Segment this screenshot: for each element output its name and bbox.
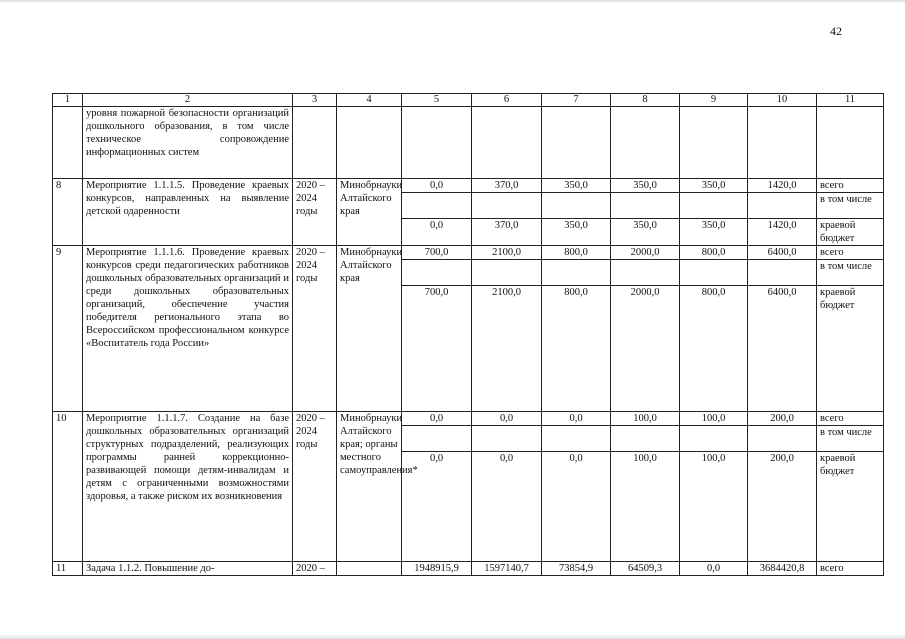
value-cell — [748, 426, 817, 452]
period-years: 2020 – 2024 годы — [293, 179, 337, 246]
continuation-row — [53, 107, 884, 179]
value-cell: 350,0 — [542, 219, 611, 246]
funding-source: краевой бюджет — [817, 286, 884, 412]
value-cell: 350,0 — [680, 179, 748, 193]
value-cell: 100,0 — [680, 452, 748, 562]
value-cell: 350,0 — [680, 219, 748, 246]
value-cell: 1948915,9 — [402, 562, 472, 576]
table-row — [53, 562, 884, 576]
value-cell: 0,0 — [542, 452, 611, 562]
value-cell — [680, 260, 748, 286]
column-header: 10 — [748, 94, 817, 107]
value-cell: 0,0 — [680, 562, 748, 576]
value-cell: 0,0 — [542, 412, 611, 426]
value-cell: 100,0 — [680, 412, 748, 426]
value-cell — [402, 193, 472, 219]
funding-source: краевой бюджет — [817, 452, 884, 562]
funding-source: всего — [817, 179, 884, 193]
value-cell: 0,0 — [402, 412, 472, 426]
page-number: 42 — [830, 24, 842, 38]
value-cell: 800,0 — [542, 286, 611, 412]
table-row — [53, 246, 884, 260]
column-header: 3 — [293, 94, 337, 107]
funding-source: всего — [817, 562, 884, 576]
value-cell — [748, 260, 817, 286]
value-cell: 2000,0 — [611, 246, 680, 260]
table-body — [53, 94, 884, 576]
funding-source: всего — [817, 412, 884, 426]
row-number: 10 — [53, 412, 83, 562]
value-cell — [680, 193, 748, 219]
value-cell: 1420,0 — [748, 179, 817, 193]
value-cell: 1597140,7 — [472, 562, 542, 576]
executor — [337, 562, 402, 576]
value-cell: 100,0 — [611, 452, 680, 562]
scan-edge-top — [0, 0, 905, 3]
value-cell — [611, 260, 680, 286]
value-cell — [748, 193, 817, 219]
column-header: 11 — [817, 94, 884, 107]
value-cell — [402, 260, 472, 286]
value-cell: 2100,0 — [472, 246, 542, 260]
table-row — [53, 412, 884, 426]
column-header: 9 — [680, 94, 748, 107]
value-cell — [680, 426, 748, 452]
value-cell: 200,0 — [748, 452, 817, 562]
budget-table — [52, 93, 884, 576]
value-cell: 350,0 — [611, 179, 680, 193]
value-cell: 200,0 — [748, 412, 817, 426]
value-cell — [472, 260, 542, 286]
period-years: 2020 – 2024 годы — [293, 246, 337, 412]
value-cell — [472, 193, 542, 219]
value-cell: 2000,0 — [611, 286, 680, 412]
activity-description: Мероприятие 1.1.1.7. Создание на базе дошкольных образовательных организаций структурных подразделений, реализующих программы ранней коррекционно-развивающей помощи детям-инвалидам и детям с ограниченными возможностями здоровья, а также риском их возникновения — [83, 412, 293, 562]
header-row — [53, 94, 884, 107]
value-cell — [472, 426, 542, 452]
column-header: 5 — [402, 94, 472, 107]
column-header: 7 — [542, 94, 611, 107]
value-cell — [542, 260, 611, 286]
value-cell — [542, 426, 611, 452]
value-cell — [542, 193, 611, 219]
value-cell: 0,0 — [402, 219, 472, 246]
value-cell: 700,0 — [402, 286, 472, 412]
value-cell: 0,0 — [472, 452, 542, 562]
value-cell: 1420,0 — [748, 219, 817, 246]
activity-description: Мероприятие 1.1.1.5. Проведение краевых конкурсов, направленных на выявление детской одаренности — [83, 179, 293, 246]
value-cell: 350,0 — [611, 219, 680, 246]
value-cell: 800,0 — [680, 286, 748, 412]
value-cell: 2100,0 — [472, 286, 542, 412]
row-number: 9 — [53, 246, 83, 412]
activity-description: Задача 1.1.2. Повышение до- — [83, 562, 293, 576]
row-number: 8 — [53, 179, 83, 246]
scan-edge-bottom — [0, 634, 905, 639]
executor: Минобрнауки Алтайского края; органы местного самоуправления* — [337, 412, 402, 562]
continuation-description: уровня пожарной безопасности организаций дошкольного образования, в том числе техническое сопровождение информационных систем — [83, 107, 293, 179]
column-header: 6 — [472, 94, 542, 107]
period-years: 2020 – — [293, 562, 337, 576]
value-cell: 100,0 — [611, 412, 680, 426]
value-cell: 700,0 — [402, 246, 472, 260]
executor: Минобрнауки Алтайского края — [337, 246, 402, 412]
value-cell: 800,0 — [542, 246, 611, 260]
column-header: 8 — [611, 94, 680, 107]
table-row — [53, 179, 884, 193]
value-cell: 350,0 — [542, 179, 611, 193]
value-cell: 0,0 — [402, 179, 472, 193]
funding-source: в том числе — [817, 426, 884, 452]
column-header: 1 — [53, 94, 83, 107]
value-cell: 64509,3 — [611, 562, 680, 576]
value-cell — [402, 426, 472, 452]
value-cell: 0,0 — [472, 412, 542, 426]
funding-source: всего — [817, 246, 884, 260]
funding-source: в том числе — [817, 260, 884, 286]
value-cell: 3684420,8 — [748, 562, 817, 576]
column-header: 4 — [337, 94, 402, 107]
value-cell: 6400,0 — [748, 246, 817, 260]
row-number: 11 — [53, 562, 83, 576]
value-cell: 0,0 — [402, 452, 472, 562]
value-cell: 800,0 — [680, 246, 748, 260]
executor: Минобрнауки Алтайского края — [337, 179, 402, 246]
column-header: 2 — [83, 94, 293, 107]
period-years: 2020 – 2024 годы — [293, 412, 337, 562]
value-cell — [611, 426, 680, 452]
value-cell: 73854,9 — [542, 562, 611, 576]
value-cell: 370,0 — [472, 179, 542, 193]
value-cell: 370,0 — [472, 219, 542, 246]
value-cell — [611, 193, 680, 219]
value-cell: 6400,0 — [748, 286, 817, 412]
activity-description: Мероприятие 1.1.1.6. Проведение краевых конкурсов среди педагогических работников дошкольных образовательных организаций и среди дошкольных образовательных организаций, обеспечение участия победителя регионального этапа во Всероссийском профессиональном конкурсе «Воспитатель года России» — [83, 246, 293, 412]
funding-source: в том числе — [817, 193, 884, 219]
funding-source: краевой бюджет — [817, 219, 884, 246]
